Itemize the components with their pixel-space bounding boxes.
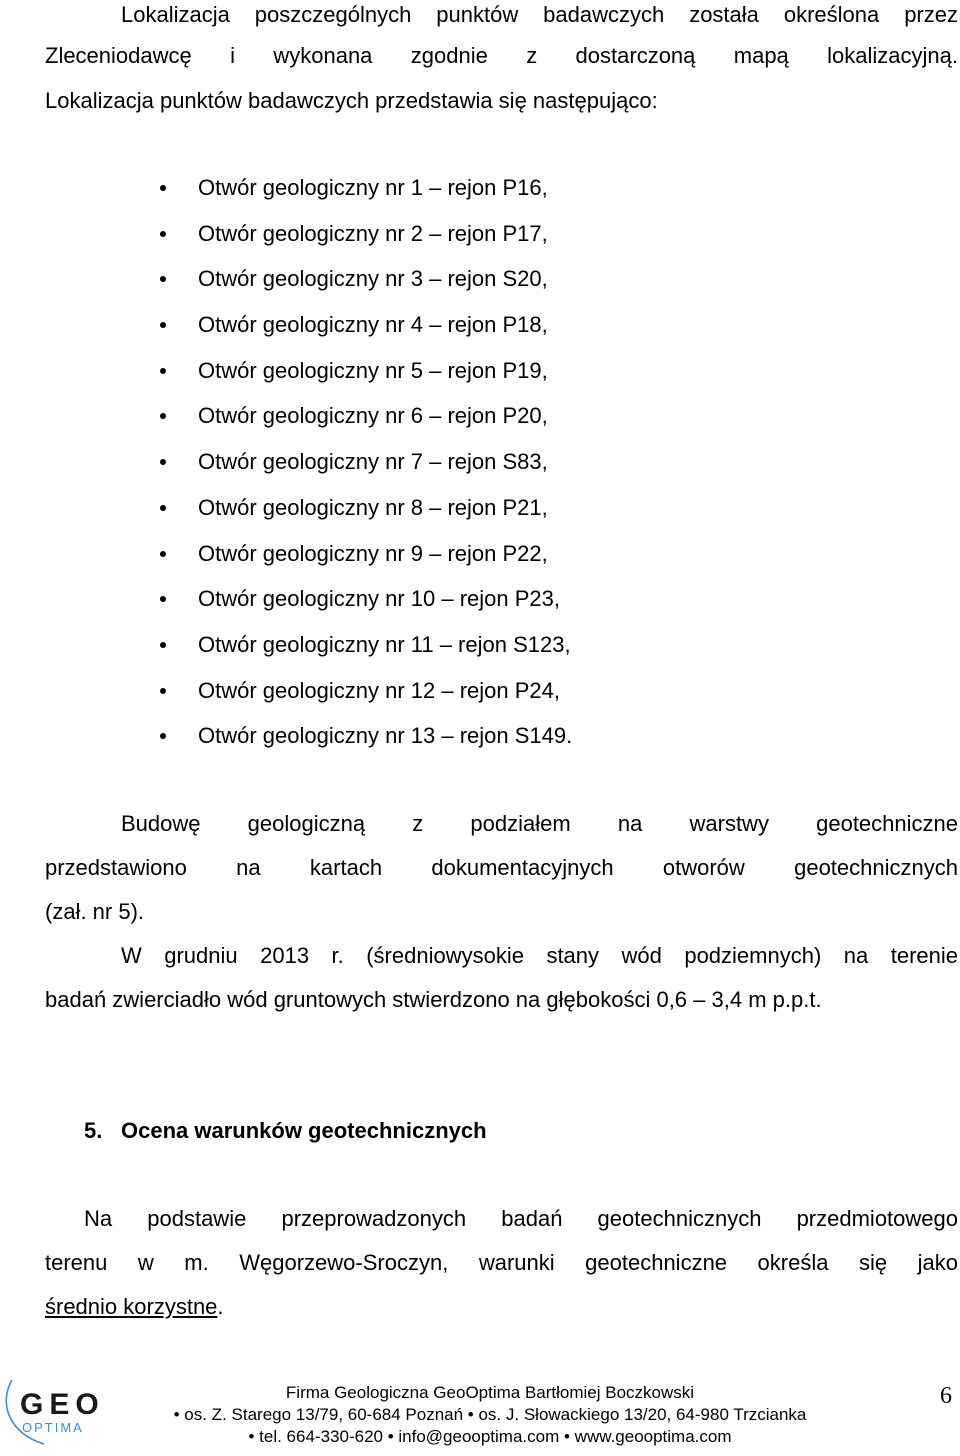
conclusion-period: . [217,1294,224,1319]
bullet-icon [160,231,166,237]
footer-addresses: • os. Z. Starego 13/79, 60-684 Poznań • os. J. Słowackiego 13/20, 64-980 Trzcianka [173,1405,807,1424]
water-line-2: badań zwierciadło wód gruntowych stwierdzono na głębokości 0,6 – 3,4 m p.p.t. [45,987,822,1012]
conclusion-line-1: Na podstawie przeprowadzonych badań geotechnicznych przedmiotowego [84,1206,958,1231]
borehole-label: Otwór geologiczny nr 11 – rejon S123, [198,631,571,657]
conclusion-line-3 [45,1292,224,1322]
bullet-icon [160,276,166,282]
borehole-label: Otwór geologiczny nr 5 – rejon P19, [198,357,548,383]
structure-line-3: (zał. nr 5). [45,899,145,924]
bullet-icon [160,413,166,419]
bullet-icon [160,459,166,465]
footer-company: Firma Geologiczna GeoOptima Bartłomiej Boczkowski [285,1383,695,1402]
bullet-icon [160,551,166,557]
borehole-label: Otwór geologiczny nr 13 – rejon S149. [198,723,573,749]
borehole-label: Otwór geologiczny nr 10 – rejon P23, [198,586,560,612]
borehole-label: Otwór geologiczny nr 1 – rejon P16, [198,175,548,200]
borehole-label: Otwór geologiczny nr 7 – rejon S83, [198,449,548,475]
conclusion-rating: średnio korzystne [45,1294,218,1319]
intro-line-1: Lokalizacja poszczególnych punktów badawczych została określona przez [121,2,958,27]
logo-text-geo: GEO [20,1388,105,1421]
water-line-1: W grudniu 2013 r. (średniowysokie stany wód podziemnych) na terenie [121,943,958,968]
bullet-icon [160,688,166,694]
borehole-label: Otwór geologiczny nr 8 – rejon P21, [198,494,548,520]
section-number: 5. [84,1118,103,1143]
borehole-label: Otwór geologiczny nr 4 – rejon P18, [198,312,548,338]
structure-line-1: Budowę geologiczną z podziałem na warstwy geotechniczne [121,811,958,836]
footer-contact: • tel. 664-330-620 • info@geooptima.com • www.geooptima.com [248,1427,732,1446]
geooptima-logo [4,1374,116,1446]
bullet-icon [160,596,166,602]
borehole-label: Otwór geologiczny nr 2 – rejon P17, [198,220,548,246]
bullet-icon [160,368,166,374]
intro-line-3: Lokalizacja punktów badawczych przedstawia się następująco: [45,88,658,113]
logo-text-optima: OPTIMA [22,1420,84,1435]
bullet-icon [160,733,166,739]
intro-line-2: Zleceniodawcę i wykonana zgodnie z dostarczoną mapą lokalizacyjną. [45,43,958,68]
bullet-icon [160,185,166,191]
borehole-label: Otwór geologiczny nr 12 – rejon P24, [198,677,560,703]
borehole-label: Otwór geologiczny nr 3 – rejon S20, [198,266,548,292]
bullet-icon [160,505,166,511]
structure-line-2: przedstawiono na kartach dokumentacyjnych otworów geotechnicznych [45,855,958,880]
borehole-label: Otwór geologiczny nr 9 – rejon P22, [198,540,548,566]
section-title: Ocena warunków geotechnicznych [121,1118,487,1143]
bullet-icon [160,322,166,328]
page-number: 6 [940,1383,952,1409]
bullet-icon [160,642,166,648]
borehole-label: Otwór geologiczny nr 6 – rejon P20, [198,403,548,429]
conclusion-line-2: terenu w m. Węgorzewo-Sroczyn, warunki geotechniczne określa się jako [45,1250,958,1275]
